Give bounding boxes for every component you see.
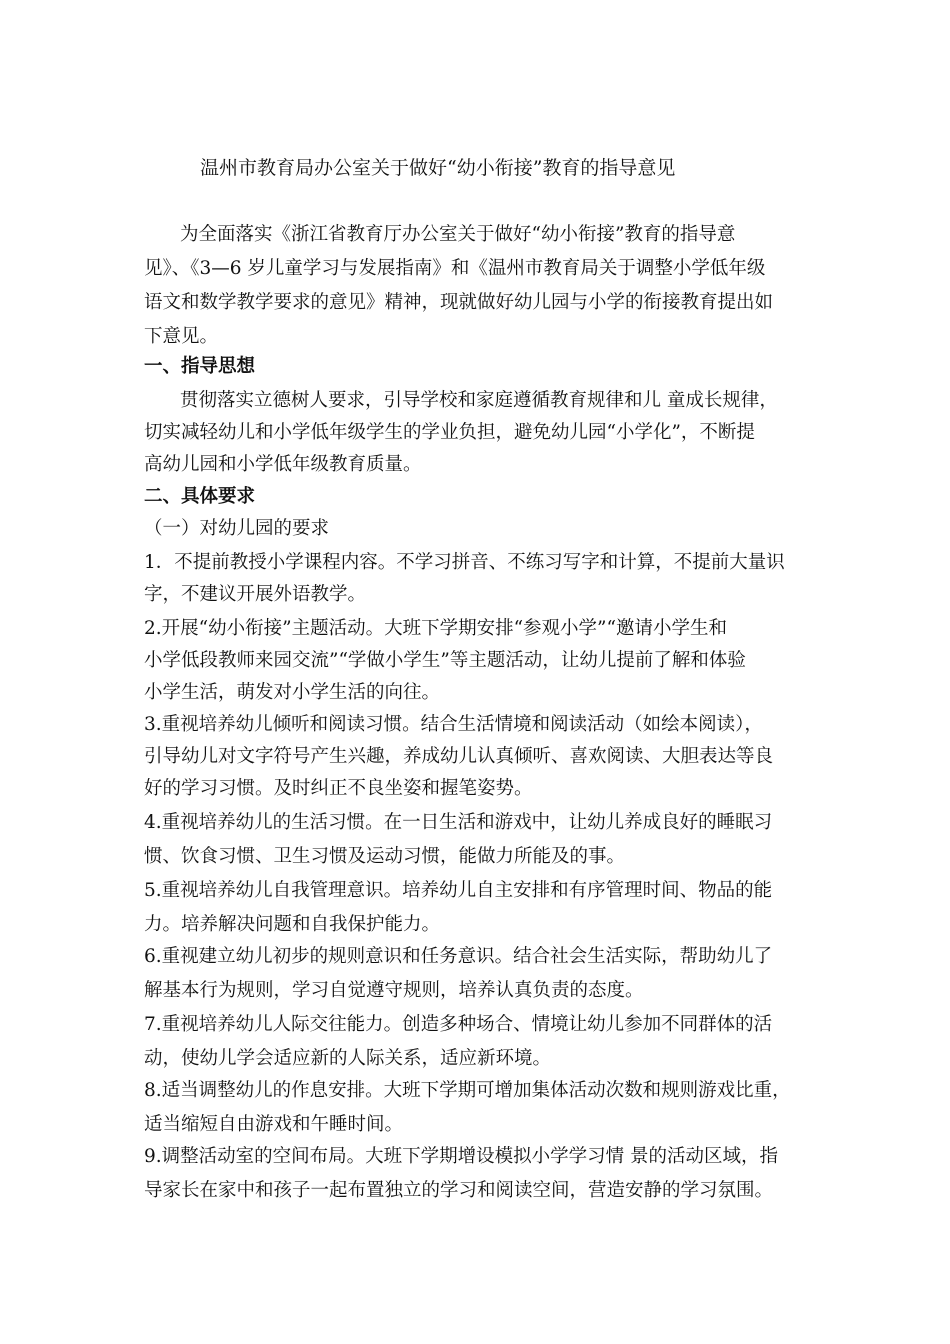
list-item-line: 1．不提前教授小学课程内容。不学习拼音、不练习写字和计算，不提前大量识: [144, 552, 785, 573]
paragraph-line: 切实减轻幼儿和小学低年级学生的学业负担，避免幼儿园“小学化”，不断提: [144, 422, 755, 443]
list-item-line: 适当缩短自由游戏和午睡时间。: [144, 1114, 404, 1135]
list-item-line: 7.重视培养幼儿人际交往能力。创造多种场合、情境让幼儿参加不同群体的活: [144, 1014, 773, 1035]
section-heading: 一、指导思想: [144, 356, 256, 377]
list-item-line: 5.重视培养幼儿自我管理意识。培养幼儿自主安排和有序管理时间、物品的能: [144, 880, 773, 901]
list-item-line: 2.开展“幼小衔接”主题活动。大班下学期安排“参观小学”“邀请小学生和: [144, 618, 727, 639]
list-item-line: 力。培养解决问题和自我保护能力。: [144, 914, 441, 935]
intro-line: 下意见。: [144, 326, 219, 347]
list-item-line: 8.适当调整幼儿的作息安排。大班下学期可增加集体活动次数和规则游戏比重，: [144, 1080, 791, 1101]
intro-line: 语文和数学教学要求的意见》精神，现就做好幼儿园与小学的衔接教育提出如: [144, 292, 774, 313]
list-item-line: 好的学习习惯。及时纠正不良坐姿和握笔姿势。: [144, 778, 533, 799]
list-item-line: 4.重视培养幼儿的生活习惯。在一日生活和游戏中，让幼儿养成良好的睡眠习: [144, 812, 773, 833]
list-item-line: 导家长在家中和孩子一起布置独立的学习和阅读空间，营造安静的学习氛围。: [144, 1180, 774, 1201]
intro-line: 为全面落实《浙江省教育厅办公室关于做好“幼小衔接”教育的指导意: [180, 224, 736, 245]
list-item-line: 字，不建议开展外语教学。: [144, 584, 367, 605]
list-item-line: 3.重视培养幼儿倾听和阅读习惯。结合生活情境和阅读活动（如绘本阅读），: [144, 714, 763, 735]
list-item-line: 6.重视建立幼儿初步的规则意识和任务意识。结合社会生活实际，帮助幼儿了: [144, 946, 773, 967]
paragraph-line: 贯彻落实立德树人要求，引导学校和家庭遵循教育规律和儿 童成长规律，: [180, 390, 778, 411]
intro-line: 见》、《3—6 岁儿童学习与发展指南》和《温州市教育局关于调整小学低年级: [144, 258, 766, 279]
list-item-line: 惯、饮食习惯、卫生习惯及运动习惯，能做力所能及的事。: [144, 846, 626, 867]
list-item-line: 小学生活，萌发对小学生活的向往。: [144, 682, 441, 703]
list-item-line: 9.调整活动室的空间布局。大班下学期增设模拟小学学习情 景的活动区域，指: [144, 1146, 779, 1167]
paragraph-line: 高幼儿园和小学低年级教育质量。: [144, 454, 422, 475]
subsection-heading: （一）对幼儿园的要求: [144, 518, 330, 539]
document-title: 温州市教育局办公室关于做好“幼小衔接”教育的指导意见: [200, 157, 676, 179]
list-item-line: 小学低段教师来园交流”“学做小学生”等主题活动，让幼儿提前了解和体验: [144, 650, 746, 671]
section-heading: 二、具体要求: [144, 486, 256, 507]
list-item-line: 动，使幼儿学会适应新的人际关系，适应新环境。: [144, 1048, 552, 1069]
list-item-line: 引导幼儿对文字符号产生兴趣，养成幼儿认真倾听、喜欢阅读、大胆表达等良: [144, 746, 774, 767]
list-item-line: 解基本行为规则，学习自觉遵守规则，培养认真负责的态度。: [144, 980, 644, 1001]
